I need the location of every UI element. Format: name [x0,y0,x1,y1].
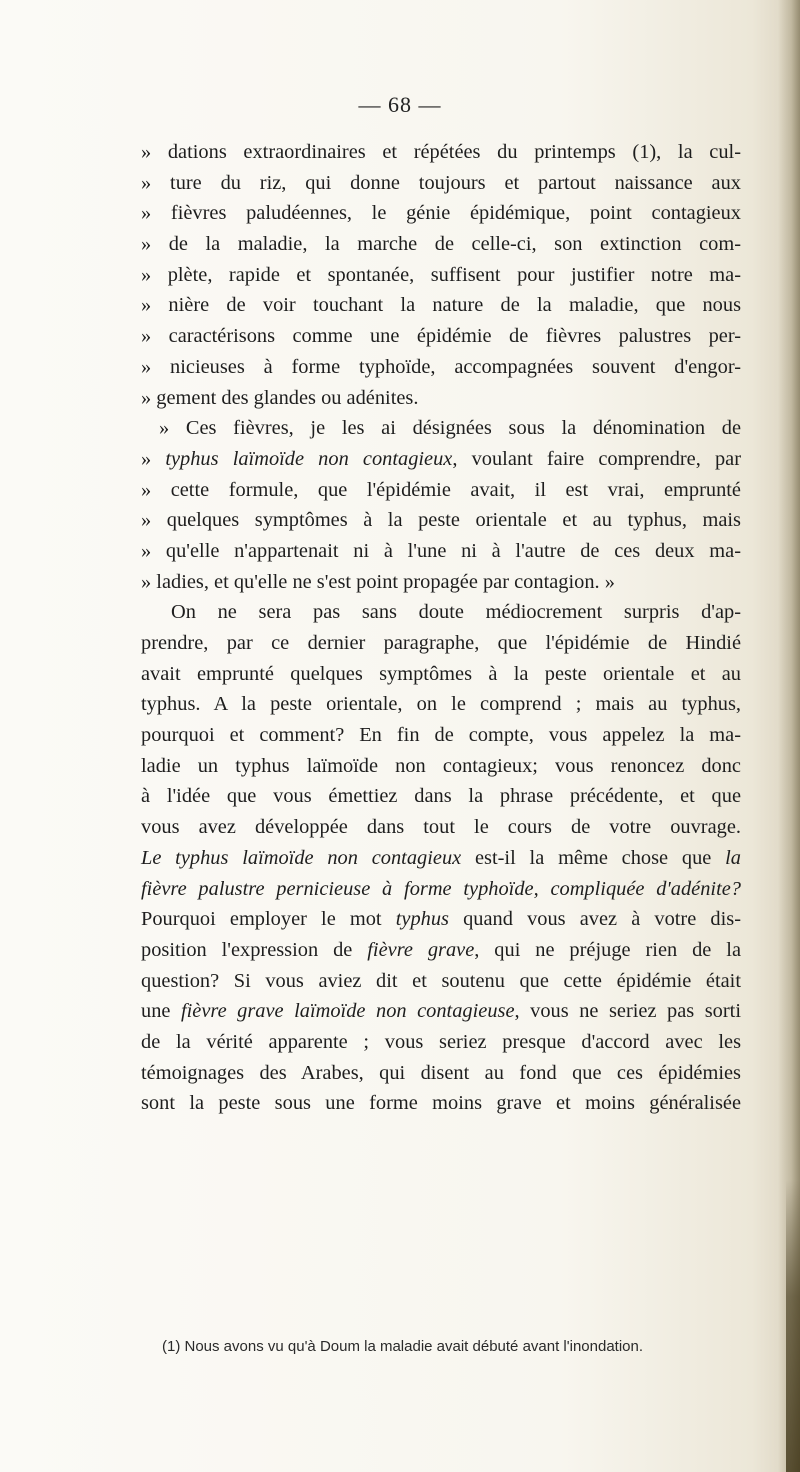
text-line: sont la peste sous une forme moins grave et moins généralisée [141,1092,741,1115]
text-line: » Ces fièvres, je les ai désignées sous la dénomination de [159,417,741,440]
text-segment: , voulant faire comprendre, par [452,447,741,470]
italic-text: typhus laïmoïde non contagieux [165,447,453,470]
text-line: » ture du riz, qui donne toujours et partout naissance aux [141,171,741,194]
page-edge-dark [786,1180,800,1472]
italic-text: fièvre grave laïmoïde non contagieuse [180,1000,515,1023]
text-line [141,935,741,966]
text-line: » de la maladie, la marche de celle-ci, son extinction com- [141,233,741,256]
text-line: » plète, rapide et spontanée, suffisent pour justifier notre ma- [141,263,741,286]
text-line: témoignages des Arabes, qui disent au fond que ces épidémies [141,1061,741,1084]
text-segment: position l'expression de [141,938,368,961]
text-line: typhus. A la peste orientale, on le comprend ; mais au typhus, [141,693,741,716]
footnote: (1) Nous avons vu qu'à Doum la maladie avait débuté avant l'inondation. [162,1338,644,1355]
text-segment: quand vous avez à votre dis- [448,908,741,931]
text-line: » nière de voir touchant la nature de la maladie, que nous [141,294,741,317]
text-line: On ne sera pas sans doute médiocrement surpris d'ap- [171,601,741,624]
italic-text: typhus [395,908,449,931]
text-line: de la vérité apparente ; vous seriez presque d'accord avec les [141,1030,741,1053]
text-line: » quelques symptômes à la peste orientale et au typhus, mais [141,509,741,532]
text-segment: , qui ne préjuge rien de la [474,938,741,961]
text-line [141,904,741,935]
text-segment: , vous ne seriez pas sorti [514,1000,741,1023]
italic-text: fièvre palustre pernicieuse à forme typhoïde, compliquée d'adénite? [141,877,741,900]
text-line [141,444,741,475]
italic-text: fièvre grave [367,938,475,961]
text-line: » dations extraordinaires et répétées du printemps (1), la cul- [141,141,741,163]
text-line [141,996,741,1027]
body-text [141,137,741,1119]
text-segment: Pourquoi employer le mot [141,908,396,931]
text-segment: » [141,447,166,470]
text-segment: est-il la même chose que [461,846,726,869]
text-line: à l'idée que vous émettiez dans la phrase précédente, et que [141,785,741,808]
text-line: pourquoi et comment? En fin de compte, vous appelez la ma- [141,724,741,747]
text-line [141,874,741,905]
text-line: avait emprunté quelques symptômes à la peste orientale et au [141,662,741,685]
text-segment: une [141,1000,181,1023]
text-line: » caractérisons comme une épidémie de fièvres palustres per- [141,325,741,348]
italic-text: la [725,846,742,869]
text-line: » cette formule, que l'épidémie avait, il est vrai, emprunté [141,478,741,501]
text-line: prendre, par ce dernier paragraphe, que l'épidémie de Hindié [141,632,741,654]
text-line: vous avez développée dans tout le cours de votre ouvrage. [141,816,741,839]
text-line [141,843,741,874]
text-line: » qu'elle n'appartenait ni à l'une ni à l'autre de ces deux ma- [141,539,741,562]
text-line: » nicieuses à forme typhoïde, accompagnées souvent d'engor- [141,355,741,378]
italic-text: Le typhus laïmoïde non contagieux [141,846,462,869]
text-line: » ladies, et qu'elle ne s'est point propagée par contagion. » [141,570,615,593]
page-number: — 68 — [358,92,442,117]
text-line: question? Si vous aviez dit et soutenu que cette épidémie était [141,969,741,992]
text-line: » gement des glandes ou adénites. [141,386,419,409]
text-line: ladie un typhus laïmoïde non contagieux; vous renoncez donc [141,754,741,777]
text-line: » fièvres paludéennes, le génie épidémique, point contagieux [141,202,741,225]
